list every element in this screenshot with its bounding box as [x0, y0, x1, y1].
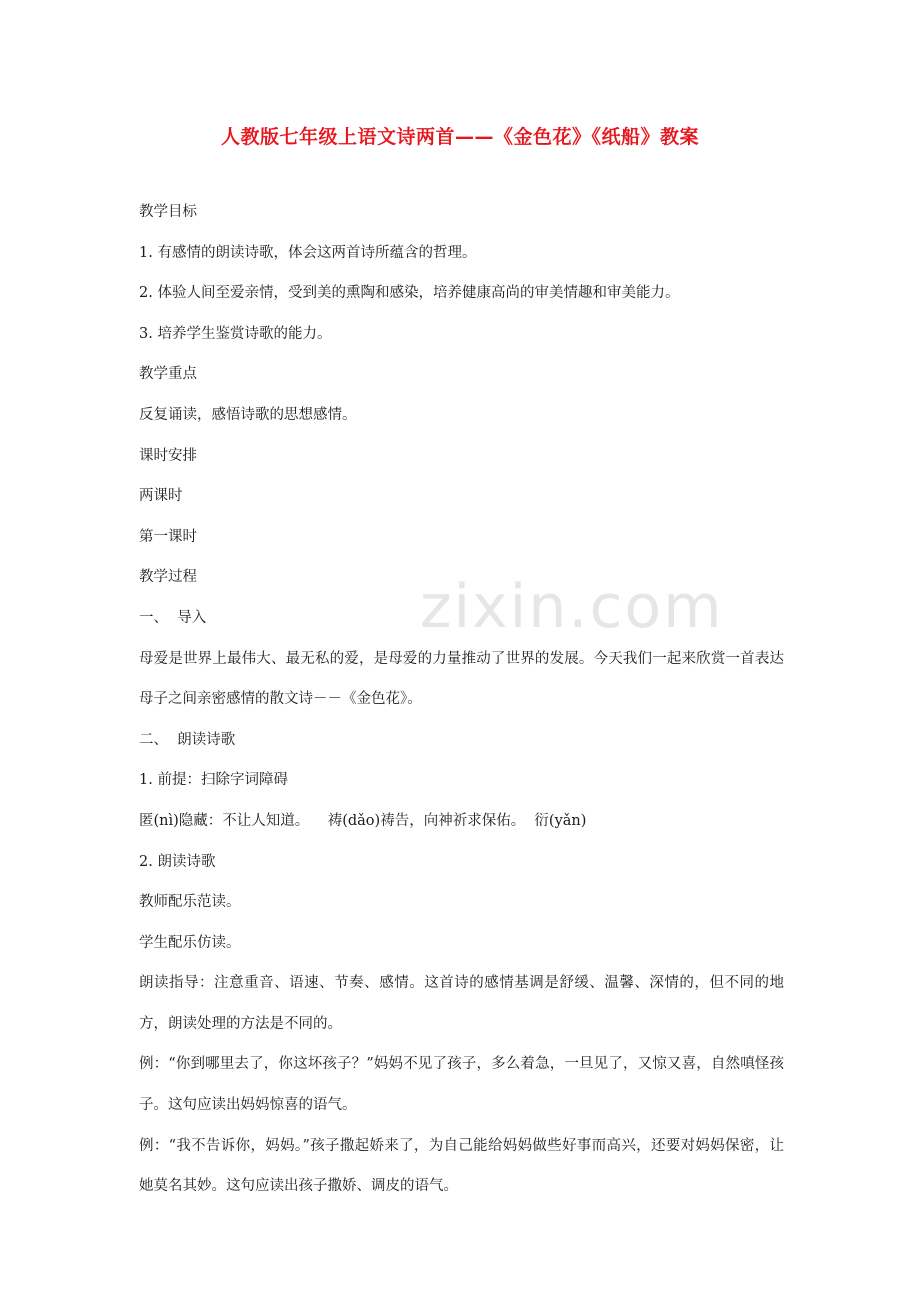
lesson-heading: 第一课时 [139, 528, 197, 545]
document-title: 人教版七年级上语文诗两首——《金色花》《纸船》教案 [220, 126, 699, 148]
step-heading-intro: 一、 导入 [139, 609, 207, 626]
example-2: 例：“我不告诉你，妈妈。”孩子撒起娇来了，为自己能给妈妈做些好事而高兴，还要对妈妈保密，让她莫名其妙。这句应读出孩子撒娇、调皮的语气。 [139, 1137, 784, 1195]
objective-item-3: 3. 培养学生鉴赏诗歌的能力。 [139, 325, 332, 342]
section-heading-objectives: 教学目标 [139, 204, 197, 220]
reading-guidance: 朗读指导：注意重音、语速、节奏、感情。这首诗的感情基调是舒缓、温馨、深情的，但不同的地方，朗读处理的方法是不同的。 [139, 975, 784, 1032]
student-reading: 学生配乐仿读。 [139, 934, 241, 951]
section-heading-schedule: 课时安排 [139, 447, 197, 464]
teacher-reading: 教师配乐范读。 [139, 894, 241, 911]
key-points-text: 反复诵读，感悟诗歌的思想感情。 [139, 406, 357, 423]
reading-item-1: 1. 前提：扫除字词障碍 [139, 772, 288, 789]
section-heading-process: 教学过程 [139, 569, 197, 586]
intro-paragraph: 母爱是世界上最伟大、最无私的爱，是母爱的力量推动了世界的发展。今天我们一起来欣赏一首表达母子之间亲密感情的散文诗－－《金色花》。 [139, 650, 784, 708]
objective-item-1: 1. 有感情的朗读诗歌，体会这两首诗所蕴含的哲理。 [139, 244, 477, 261]
objective-item-2: 2. 体验人间至爱亲情，受到美的熏陶和感染，培养健康高尚的审美情趣和审美能力。 [139, 285, 680, 302]
step-heading-reading: 二、 朗读诗歌 [139, 731, 236, 748]
vocabulary-line: 匿(nì)隐藏：不让人知道。 祷(dǎo)祷告，向神祈求保佑。 衍(yǎn) [139, 812, 587, 829]
watermark: zixin.com [420, 572, 724, 642]
example-1: 例：“你到哪里去了，你这坏孩子？”妈妈不见了孩子，多么着急，一旦见了，又惊又喜，自然嗔怪孩子。这句应读出妈妈惊喜的语气。 [139, 1056, 784, 1114]
schedule-text: 两课时 [139, 488, 183, 505]
reading-item-2: 2. 朗读诗歌 [139, 853, 216, 870]
document-body [139, 192, 784, 1207]
section-heading-key-points: 教学重点 [139, 366, 197, 383]
